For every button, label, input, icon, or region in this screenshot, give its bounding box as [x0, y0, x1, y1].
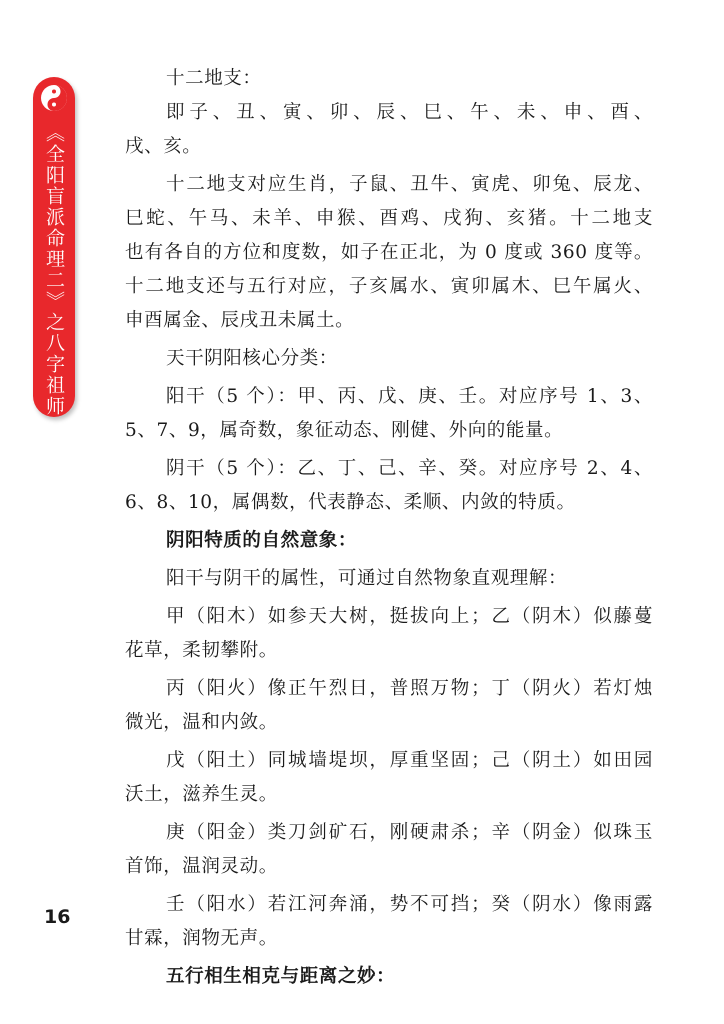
paragraph-line: 花草，柔韧攀附。: [125, 640, 278, 661]
paragraph-line: 即子、丑、寅、卯、辰、巳、午、未、申、酉、: [166, 102, 653, 123]
section-heading: 五行相生相克与距离之妙：: [166, 966, 396, 987]
paragraph-line: 沃土，滋养生灵。: [125, 784, 278, 805]
paragraph-line: 戌、亥。: [125, 136, 202, 157]
paragraph-line: 丙（阳火）像正午烈日，普照万物；丁（阴火）若灯烛: [166, 678, 653, 699]
paragraph-line: 戊（阳土）同城墙堤坝，厚重坚固；己（阴土）如田园: [166, 750, 653, 771]
paragraph-line: 申酉属金、辰戌丑未属土。: [125, 310, 355, 331]
paragraph-line: 也有各自的方位和度数，如子在正北，为 0 度或 360 度等。: [125, 242, 653, 263]
book-title: 《全阳盲派命理二》之八字祖师: [43, 123, 65, 417]
paragraph-line: 十二地支还与五行对应，子亥属水、寅卯属木、巳午属火、: [125, 276, 653, 297]
paragraph-line: 壬（阳水）若江河奔涌，势不可挡；癸（阴水）像雨露: [166, 894, 653, 915]
paragraph-line: 微光，温和内敛。: [125, 712, 278, 733]
paragraph-line: 庚（阳金）类刀剑矿石，刚硬肃杀；辛（阴金）似珠玉: [166, 822, 653, 843]
paragraph-line: 甲（阳木）如参天大树，挺拔向上；乙（阴木）似藤蔓: [166, 606, 653, 627]
paragraph-line: 阳干与阴干的属性，可通过自然物象直观理解：: [166, 568, 568, 589]
section-heading: 十二地支：: [166, 68, 262, 89]
paragraph-line: 甘霖，润物无声。: [125, 928, 278, 949]
paragraph-line: 5、7、9，属奇数，象征动态、刚健、外向的能量。: [125, 420, 564, 441]
paragraph-line: 阴干（5 个）：乙、丁、己、辛、癸。对应序号 2、4、: [166, 458, 653, 479]
paragraph-line: 阳干（5 个）：甲、丙、戊、庚、壬。对应序号 1、3、: [166, 386, 653, 407]
paragraph-line: 十二地支对应生肖，子鼠、丑牛、寅虎、卯兔、辰龙、: [166, 174, 653, 195]
page-number: 16: [44, 906, 71, 928]
page-body: [125, 62, 653, 994]
paragraph-line: 首饰，温润灵动。: [125, 856, 278, 877]
paragraph-line: 6、8、10，属偶数，代表静态、柔顺、内敛的特质。: [125, 492, 576, 513]
chapter-side-tab: [33, 77, 75, 417]
yin-yang-icon: [39, 83, 69, 113]
paragraph-line: 巳蛇、午马、未羊、申猴、酉鸡、戌狗、亥猪。十二地支: [125, 208, 653, 229]
section-heading: 阴阳特质的自然意象：: [166, 530, 358, 551]
section-heading: 天干阴阳核心分类：: [166, 348, 338, 369]
